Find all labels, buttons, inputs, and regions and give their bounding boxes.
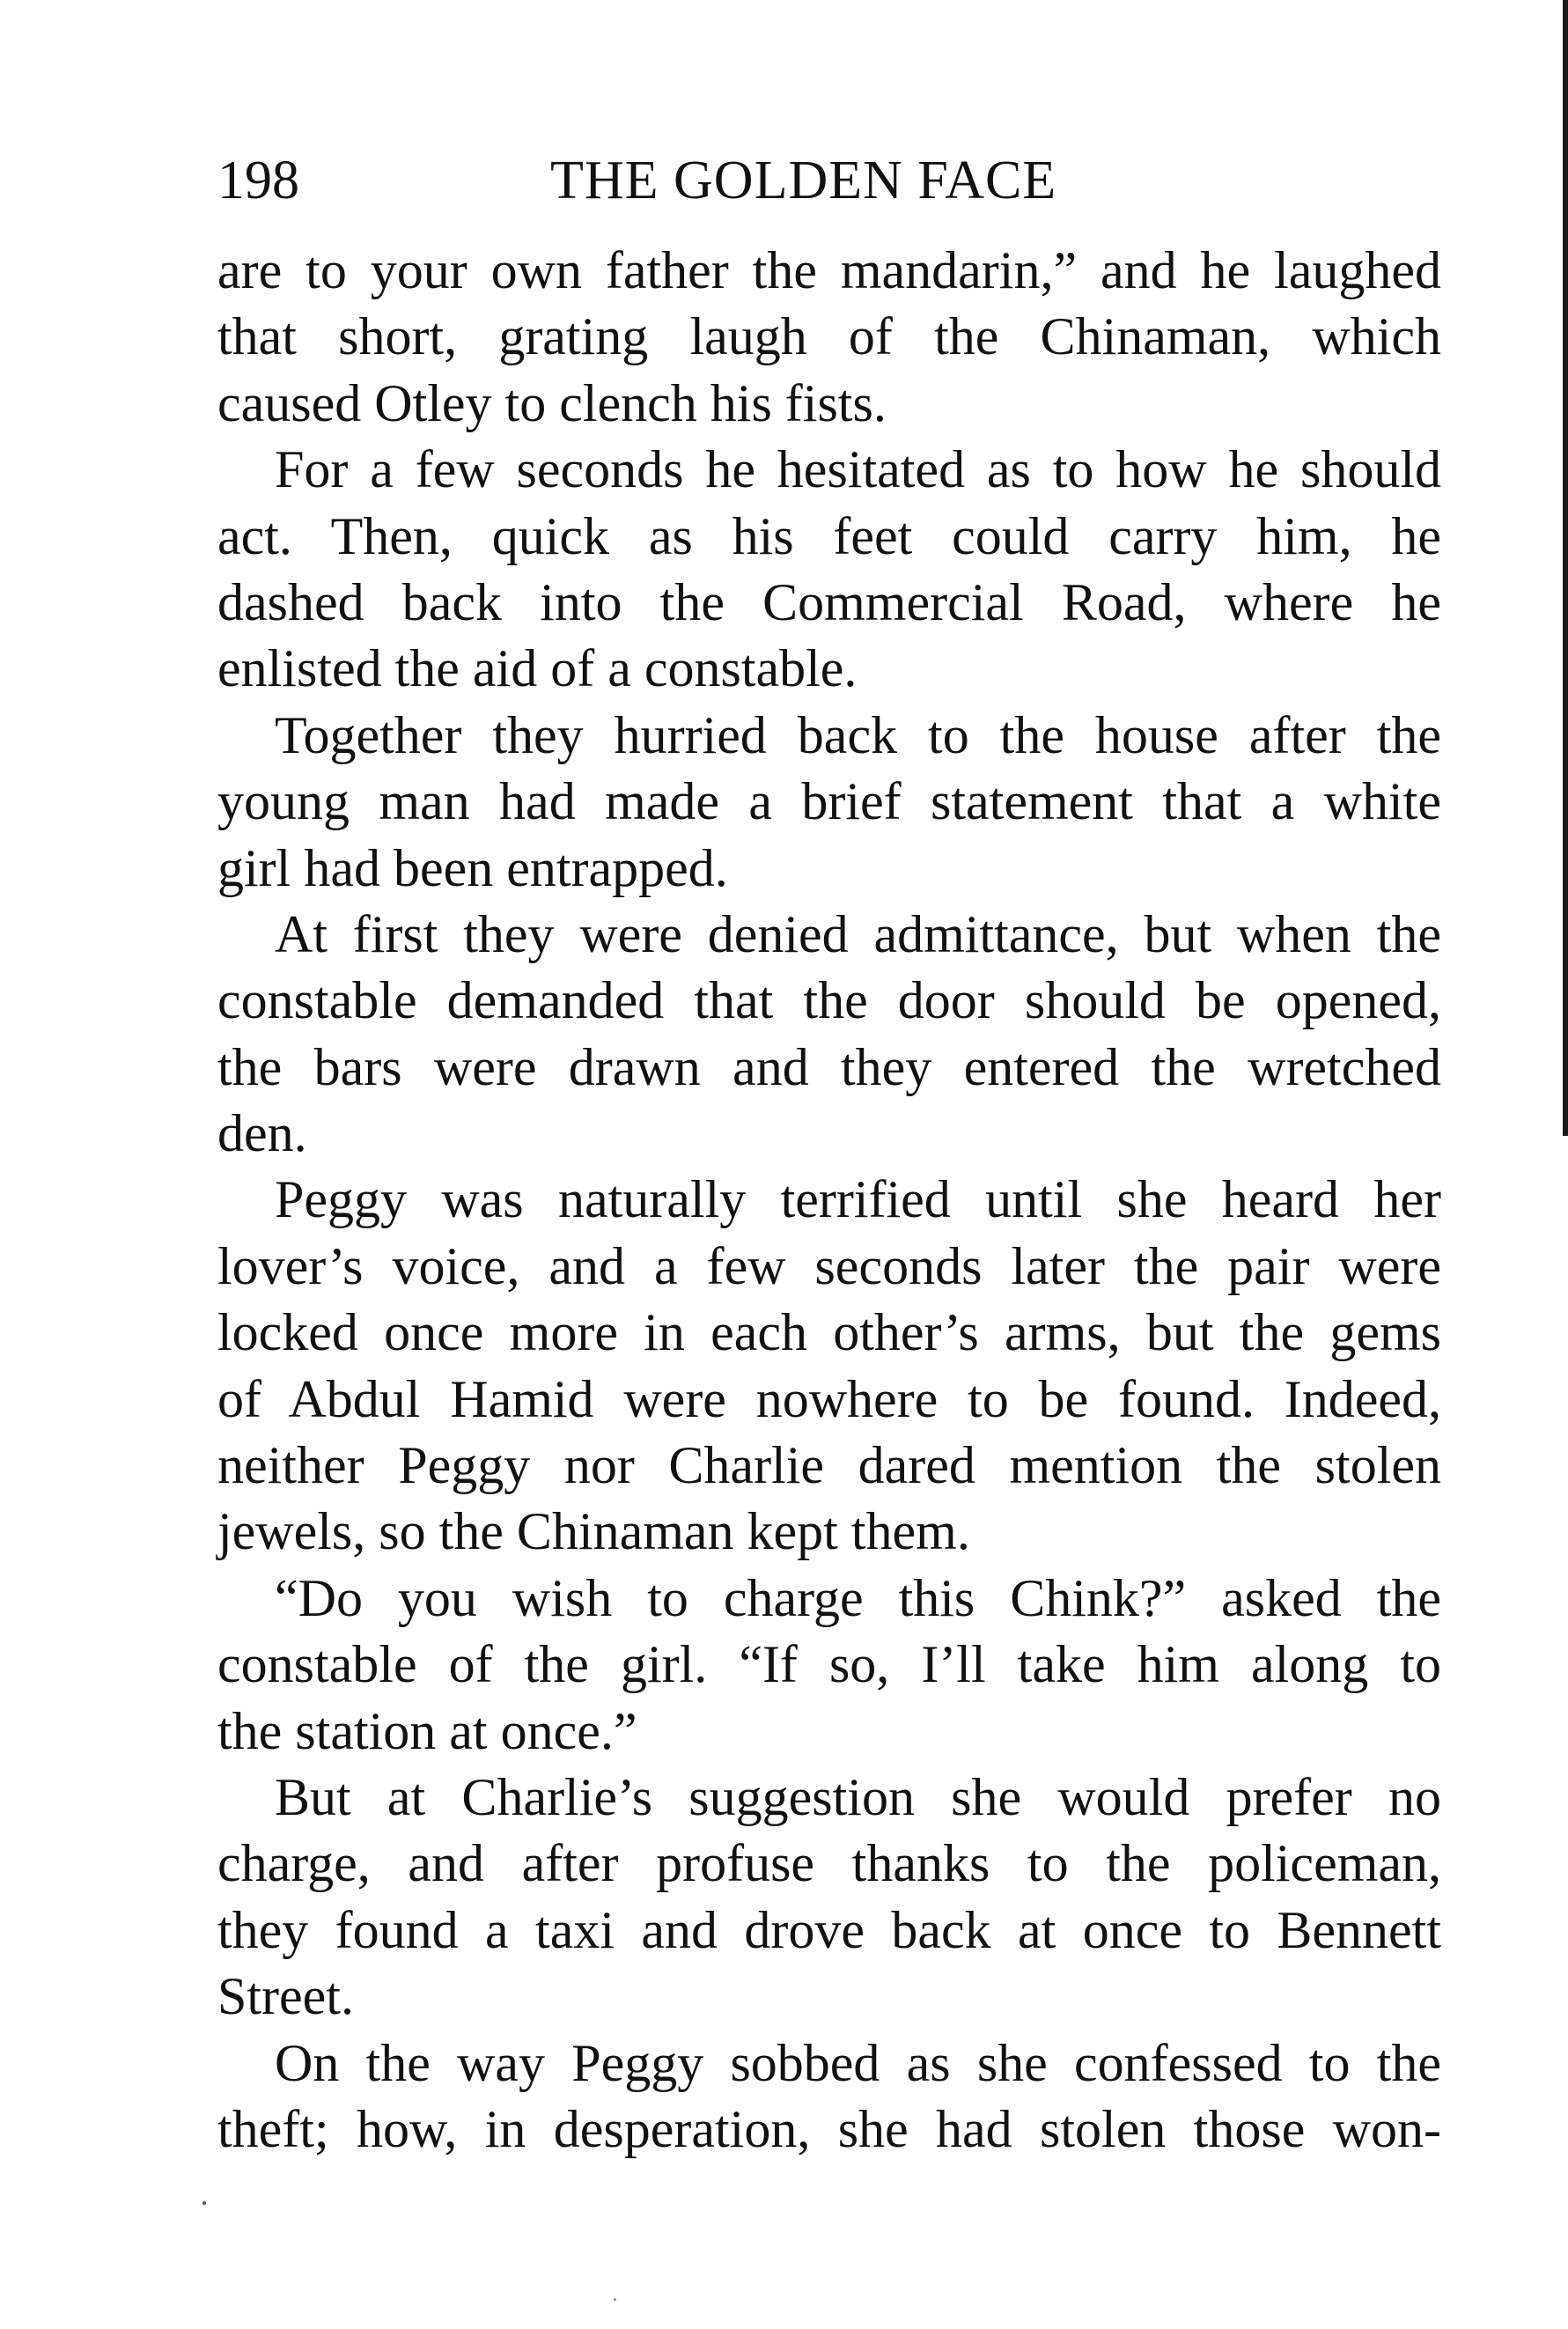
text-line: Together they hurried back to the house after the — [275, 705, 1441, 764]
text-line: locked once more in each other’s arms, but the gems — [217, 1303, 1441, 1362]
text-line: constable of the girl. “If so, I’ll take him along to — [217, 1635, 1441, 1694]
scan-speck — [614, 2298, 616, 2301]
text-line: But at Charlie’s suggestion she would prefer no — [275, 1767, 1441, 1826]
text-line: neither Peggy nor Charlie dared mention the stolen — [217, 1436, 1441, 1495]
text-line: of Abdul Hamid were nowhere to be found. Indeed, — [217, 1369, 1441, 1428]
text-line: For a few seconds he hesitated as to how he should — [275, 440, 1441, 499]
text-line: that short, grating laugh of the Chinaman, which — [217, 307, 1441, 366]
scan-edge-shadow — [1563, 0, 1568, 1136]
text-line: act. Then, quick as his feet could carry him, he — [217, 506, 1441, 565]
page-number: 198 — [217, 151, 299, 210]
paragraph — [217, 238, 1441, 437]
text-line: young man had made a brief statement that a white — [217, 772, 1441, 831]
paragraph — [217, 2031, 1441, 2163]
paragraph — [217, 1167, 1441, 1565]
paragraph — [217, 437, 1441, 703]
text-line: jewels, so the Chinaman kept them. — [217, 1502, 970, 1561]
text-line: dashed back into the Commercial Road, where he — [217, 572, 1441, 631]
text-line: caused Otley to clench his fists. — [217, 373, 887, 432]
text-line: lover’s voice, and a few seconds later the pair were — [217, 1236, 1441, 1295]
paragraph — [217, 902, 1441, 1168]
text-line: enlisted the aid of a constable. — [217, 639, 858, 698]
text-line: Peggy was naturally terrified until she heard her — [275, 1170, 1441, 1229]
text-line: girl had been entrapped. — [217, 838, 728, 897]
scan-speck — [202, 2201, 206, 2205]
text-line: the station at once.” — [217, 1701, 637, 1760]
text-line: the bars were drawn and they entered the wretched — [217, 1037, 1441, 1096]
paragraph — [217, 1765, 1441, 2031]
paragraph — [217, 1566, 1441, 1765]
text-line: theft; how, in desperation, she had stolen those won- — [217, 2099, 1441, 2158]
page-header — [217, 141, 1441, 220]
paragraph — [217, 703, 1441, 902]
running-title: THE GOLDEN FACE — [550, 151, 1057, 210]
text-line: At first they were denied admittance, but when the — [275, 904, 1441, 963]
text-line: On the way Peggy sobbed as she confessed to the — [275, 2033, 1441, 2092]
text-line: “Do you wish to charge this Chink?” asked the — [275, 1568, 1441, 1627]
text-line: constable demanded that the door should be opened, — [217, 971, 1441, 1030]
text-line: Street. — [217, 1967, 354, 2026]
text-line: charge, and after profuse thanks to the policeman, — [217, 1834, 1441, 1893]
body-text — [217, 238, 1441, 2163]
text-line: are to your own father the mandarin,” and he laughed — [217, 241, 1441, 299]
text-line: they found a taxi and drove back at once to Bennett — [217, 1900, 1441, 1959]
text-line: den. — [217, 1104, 307, 1163]
